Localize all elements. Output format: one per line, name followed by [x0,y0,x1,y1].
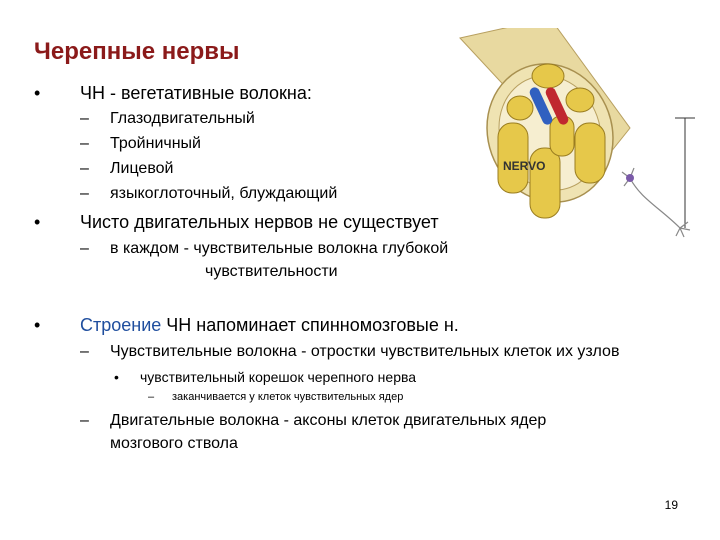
dash-marker: – [80,135,89,152]
nerve-illustration [440,28,720,268]
bullet-text: Чисто двигательных нервов не существует [80,212,439,232]
sub-list-item: чувствительный корешок черепного нерва [140,369,417,385]
page-number: 19 [664,498,678,512]
dash-marker: – [80,185,89,202]
nervo-label: NERVO [503,159,546,173]
bullet-text: ЧН - вегетативные волокна: [80,83,312,103]
highlight-word: Строение [80,315,162,335]
list-item-continuation: чувствительности [205,263,338,280]
list-item: Глазодвигательный [110,110,255,127]
dash-marker: – [80,240,89,257]
bullet-text [80,315,459,336]
dash-marker: – [80,110,89,127]
bullet-marker: • [34,212,41,232]
slide-title: Черепные нервы [34,38,240,65]
dash-marker: – [80,343,89,360]
list-item: Чувствительные волокна - отростки чувствительных клеток их узлов [110,343,620,360]
dash-marker: – [80,160,89,177]
bullet-text-rest: ЧН напоминает спинномозговые н. [166,315,459,335]
bullet-marker: • [34,83,41,103]
sub-bullet-marker: • [114,369,119,385]
list-item: в каждом - чувствительные волокна глубокой [110,240,449,257]
list-item: Лицевой [110,160,174,177]
dash-marker: – [80,412,89,429]
sub-sub-list-item: заканчивается у клеток чувствительных ядер [172,391,404,403]
list-item: Тройничный [110,135,201,152]
list-item-continuation: мозгового ствола [110,435,238,452]
bullet-marker: • [34,315,41,335]
list-item: Двигательные волокна - аксоны клеток двигательных ядер [110,412,547,429]
list-item: языкоглоточный, блуждающий [110,185,338,202]
sub-dash-marker: – [148,391,155,403]
